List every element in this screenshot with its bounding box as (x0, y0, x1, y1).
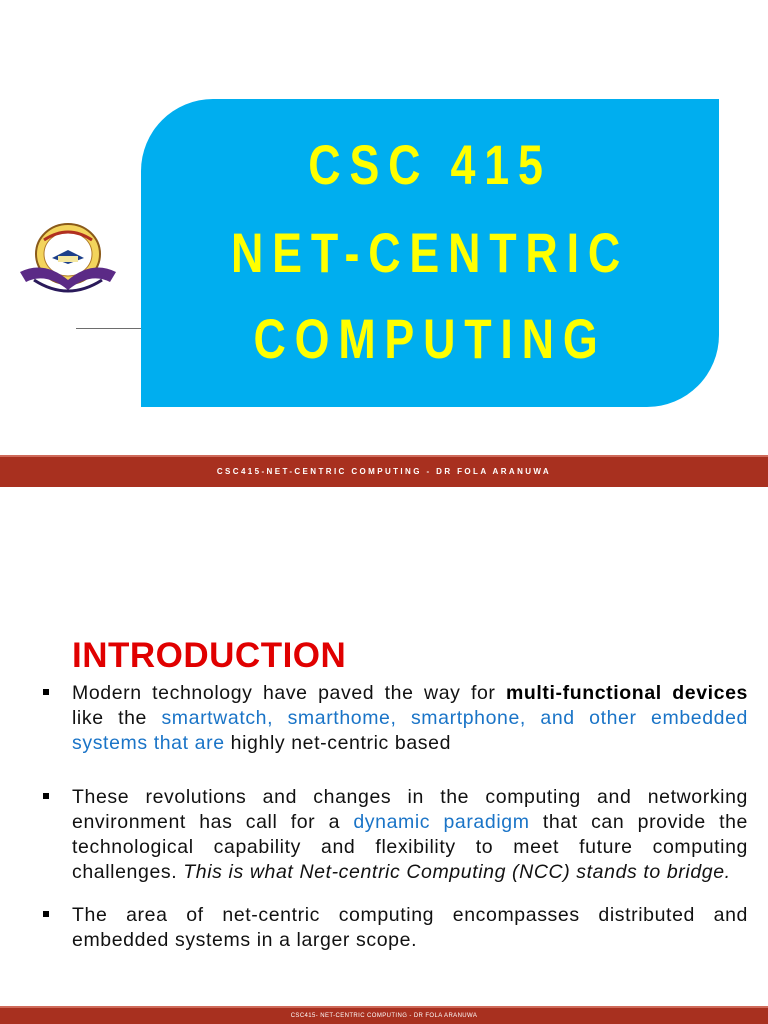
course-title-line-1: NET-CENTRIC (231, 221, 629, 284)
slide-heading: INTRODUCTION (72, 636, 347, 675)
bullet-highlight-text: smartwatch, smarthome, smartphone, and other embedded systems that are (72, 707, 748, 754)
decorative-divider (76, 328, 142, 329)
bullet-text: that can provide the technological capability and flexibility to meet future computing challenges. (72, 811, 748, 883)
bullet-italic-text: This is what Net-centric Computing (NCC) stands to bridge. (183, 861, 731, 883)
bullet-list (40, 681, 748, 953)
bullet-text: like the (72, 707, 162, 729)
title-slide-footer-text: CSC415-NET-CENTRIC COMPUTING - DR FOLA ARANUWA (216, 467, 552, 476)
bullet-bold-text: multi-functional devices (505, 682, 748, 704)
bullet-text: Modern technology have paved the way for (72, 682, 506, 704)
title-box (141, 99, 719, 407)
square-bullet-icon (43, 911, 49, 917)
bullet-item (40, 681, 748, 756)
bullet-text: These revolutions and changes in the computing and networking environment has call for a (72, 786, 748, 833)
university-crest-logo (14, 210, 122, 305)
title-slide-footer (0, 455, 768, 487)
bullet-highlight-text: dynamic paradigm (353, 811, 530, 833)
square-bullet-icon (43, 793, 49, 799)
bullet-text: The area of net-centric computing encompasses distributed and embedded systems in a larger scope. (72, 904, 748, 951)
bullet-text: highly net-centric based (224, 732, 452, 754)
title-slide (0, 0, 768, 455)
course-title-line-2: COMPUTING (253, 307, 607, 370)
slide-footer (0, 1006, 768, 1024)
course-code: CSC 415 (308, 133, 552, 196)
slide-footer-text: CSC415- NET-CENTRIC COMPUTING - DR FOLA ARANUWA (290, 1013, 478, 1019)
bullet-item (40, 903, 748, 953)
bullet-item (40, 785, 748, 885)
square-bullet-icon (43, 689, 49, 695)
